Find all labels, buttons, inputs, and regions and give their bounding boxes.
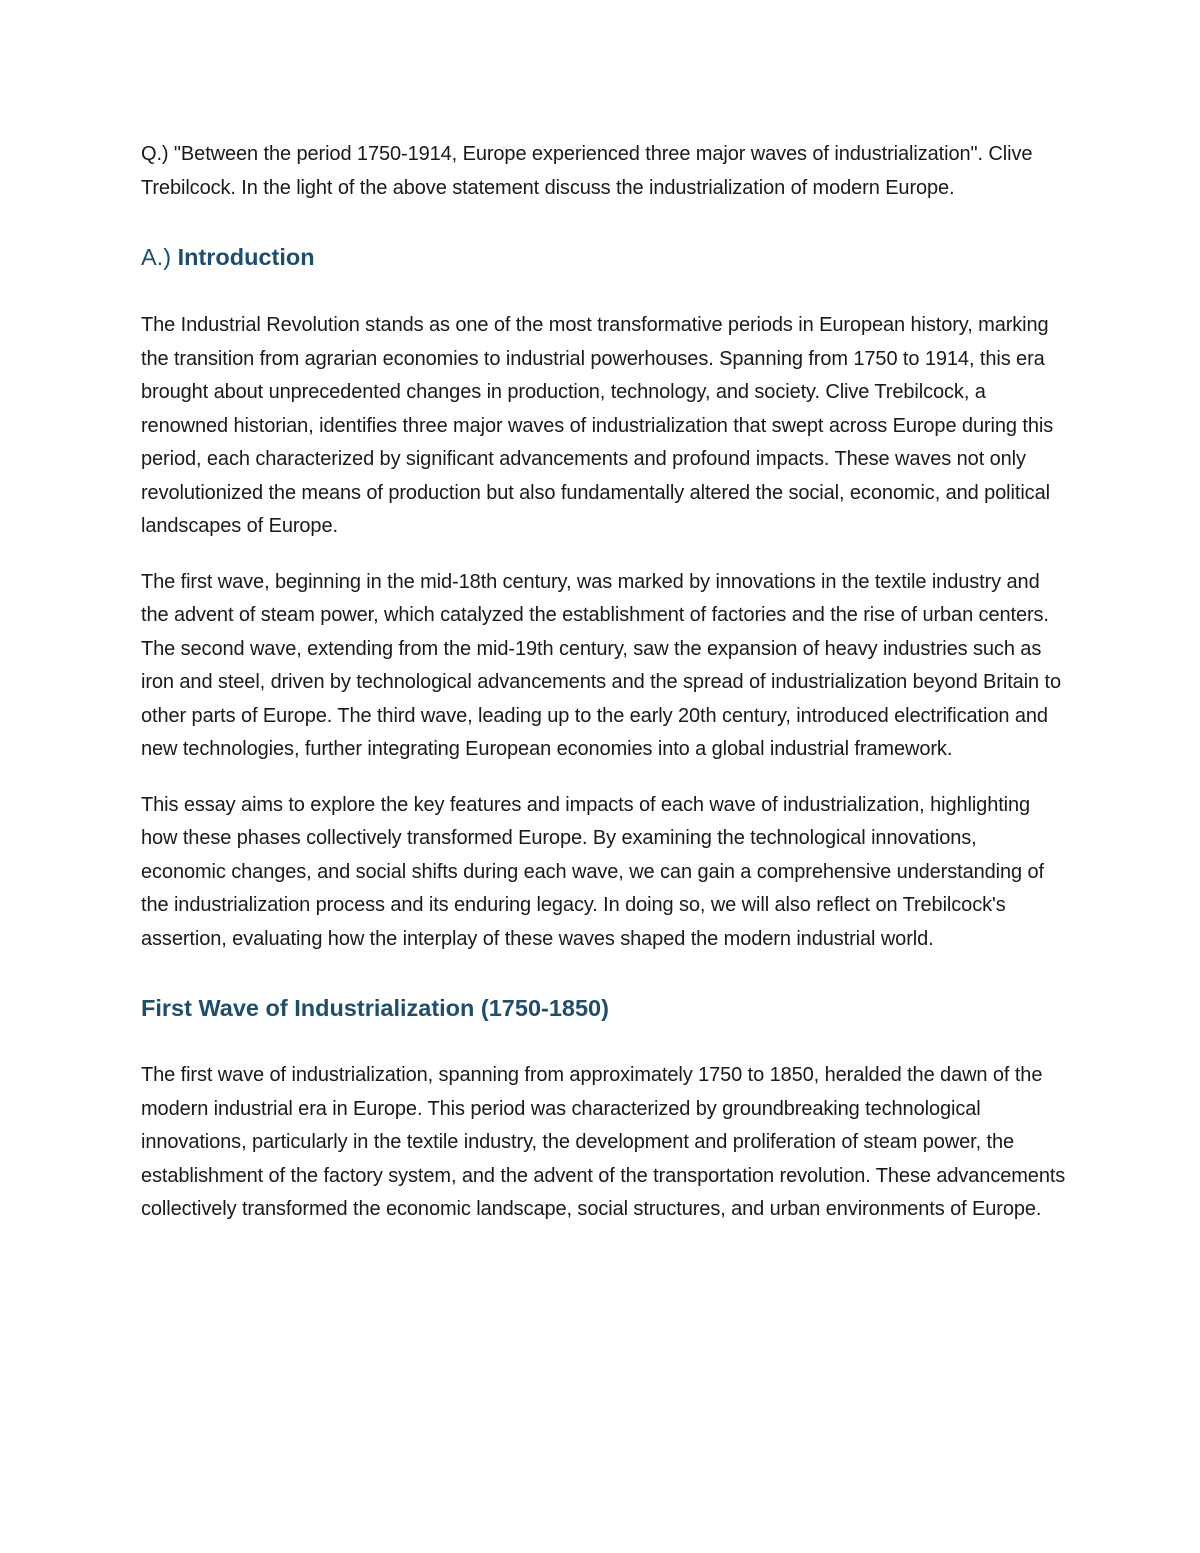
document-body	[141, 138, 1066, 1227]
first-wave-paragraph: The first wave of industrialization, spanning from approximately 1750 to 1850, heralded the dawn of the modern industrial era in Europe. This period was characterized by groundbreaking technological innovations, particularly in the textile industry, the development and proliferation of steam power, the establishment of the factory system, and the advent of the transportation revolution. These advancements collectively transformed the economic landscape, social structures, and urban environments of Europe.	[141, 1064, 1066, 1220]
heading-title: Introduction	[177, 244, 315, 270]
introduction-heading	[141, 240, 1066, 274]
intro-paragraph-2: The first wave, beginning in the mid-18th century, was marked by innovations in the textile industry and the advent of steam power, which catalyzed the establishment of factories and the rise of urban centers. The second wave, extending from the mid-19th century, saw the expansion of heavy industries such as iron and steel, driven by technological advancements and the spread of industrialization beyond Britain to other parts of Europe. The third wave, leading up to the early 20th century, introduced electrification and new technologies, further integrating European economies into a global industrial framework.	[141, 570, 1061, 760]
essay-question: Q.) "Between the period 1750-1914, Europe experienced three major waves of industrialization". Clive Trebilcock. In the light of the above statement discuss the industrialization of modern Europe.	[141, 143, 1033, 199]
heading-prefix: A.)	[141, 244, 172, 270]
intro-paragraph-3: This essay aims to explore the key features and impacts of each wave of industrialization, highlighting how these phases collectively transformed Europe. By examining the technological innovations, economic changes, and social shifts during each wave, we can gain a comprehensive understanding of the industrialization process and its enduring legacy. In doing so, we will also reflect on Trebilcock's assertion, evaluating how the interplay of these waves shaped the modern industrial world.	[141, 793, 1044, 950]
intro-paragraph-1: The Industrial Revolution stands as one of the most transformative periods in European history, marking the transition from agrarian economies to industrial powerhouses. Spanning from 1750 to 1914, this era brought about unprecedented changes in production, technology, and society. Clive Trebilcock, a renowned historian, identifies three major waves of industrialization that swept across Europe during this period, each characterized by significant advancements and profound impacts. These waves not only revolutionized the means of production but also fundamentally altered the social, economic, and political landscapes of Europe.	[141, 314, 1054, 537]
first-wave-heading: First Wave of Industrialization (1750-1850)	[141, 995, 609, 1021]
